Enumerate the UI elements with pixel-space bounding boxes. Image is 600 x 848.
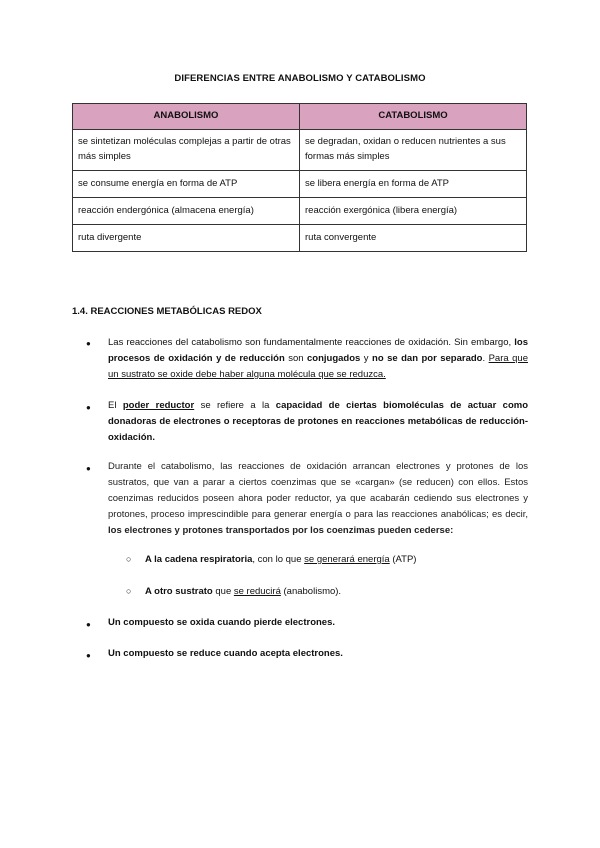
bold-text: los electrones y protones transportados por los coenzimas pueden cederse: (108, 525, 454, 536)
underlined-text: Para que un sustrato se oxide debe haber alguna molécula que se reduzca. (108, 353, 528, 380)
table-cell: se degradan, oxidan o reducen nutrientes a sus formas más simples (300, 130, 527, 171)
bold-text: A la cadena respiratoria (145, 554, 253, 565)
table-row (73, 130, 527, 171)
table-cell: se sintetizan moléculas complejas a partir de otras más simples (73, 130, 300, 171)
table-row (73, 198, 527, 225)
table-header-anabolismo: ANABOLISMO (73, 104, 300, 130)
bullet-icon: ● (86, 464, 91, 473)
underlined-text: poder reductor (122, 400, 195, 411)
paragraph-reduce (108, 646, 528, 662)
bold-text: conjugados (307, 353, 361, 364)
bullet-icon: ● (86, 339, 91, 348)
bold-text: no se dan por separado (372, 353, 483, 364)
text-run: . (482, 353, 489, 364)
sub-bullet-icon: ○ (126, 554, 132, 564)
paragraph-oxidation-reduction (108, 335, 528, 383)
table-cell: ruta divergente (73, 225, 300, 252)
bold-text: los procesos de oxidación y de reducción (108, 337, 528, 364)
bold-text: capacidad de ciertas biomoléculas de actuar como donadoras de electrones o receptoras de protones en reacciones metabólicas de reducción-oxidación. (108, 400, 529, 443)
text-run: , con lo que (252, 554, 305, 565)
table-cell: ruta convergente (300, 225, 527, 252)
text-run: Las reacciones del catabolismo son fundamentalmente reacciones de oxidación. Sin embargo, (108, 337, 515, 348)
paragraph-oxida (108, 615, 528, 631)
text-run: se refiere a la (194, 400, 276, 411)
underlined-text: se generará energía (304, 554, 390, 565)
bullet-icon: ● (86, 403, 91, 412)
bold-text: Un compuesto se reduce cuando acepta electrones. (108, 648, 343, 659)
text-run: (anabolismo). (280, 586, 342, 597)
section-title: 1.4. REACCIONES METABÓLICAS REDOX (72, 306, 262, 317)
text-run: son (284, 353, 308, 364)
text-run: que (212, 586, 234, 597)
table-row (73, 171, 527, 198)
bullet-icon: ● (86, 620, 91, 629)
table-header-row (73, 104, 527, 130)
bold-text: A otro sustrato (145, 586, 213, 597)
table-cell: reacción endergónica (almacena energía) (73, 198, 300, 225)
table-cell: se libera energía en forma de ATP (300, 171, 527, 198)
underlined-text: se reducirá (233, 586, 281, 597)
sub-item-cadena-respiratoria (145, 552, 525, 568)
table-cell: reacción exergónica (libera energía) (300, 198, 527, 225)
page-title: DIFERENCIAS ENTRE ANABOLISMO Y CATABOLISMO (174, 73, 426, 84)
table-cell: se consume energía en forma de ATP (73, 171, 300, 198)
bullet-icon: ● (86, 651, 91, 660)
text-run: y (360, 353, 373, 364)
sub-bullet-icon: ○ (126, 586, 132, 596)
text-run: El (108, 400, 123, 411)
paragraph-poder-reductor (108, 398, 528, 446)
table-header-catabolismo: CATABOLISMO (300, 104, 527, 130)
paragraph-catabolismo (108, 459, 528, 539)
bold-text (123, 400, 194, 411)
text-run: Durante el catabolismo, las reacciones de oxidación arrancan electrones y protones de los sustratos, que van a parar a ciertos coenzimas que se «cargan» (se reducen) con ellos. Estos coenzimas reducidos poseen ahora poder reductor, ya que acabarán cediendo sus electrones y protones, proceso imprescindible para generar energía o para las reacciones anabólicas; es decir, (108, 461, 528, 520)
comparison-table (72, 103, 527, 252)
bold-text: Un compuesto se oxida cuando pierde electrones. (108, 617, 336, 628)
text-run: (ATP) (389, 554, 417, 565)
table-row (73, 225, 527, 252)
sub-item-otro-sustrato (145, 584, 525, 600)
